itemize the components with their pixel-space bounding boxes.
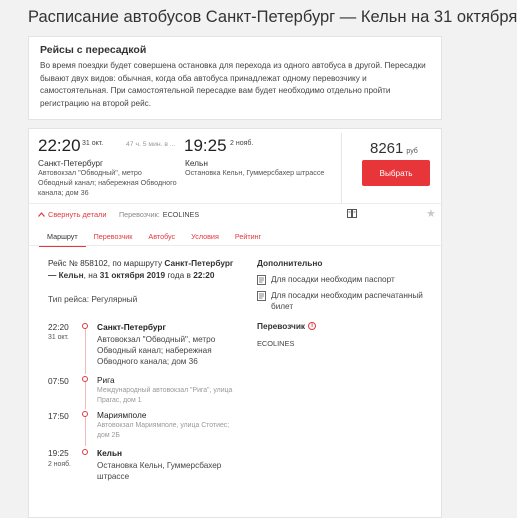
trip-desc-sep2: года в (165, 269, 194, 280)
departure-time: 22:20 (38, 136, 81, 155)
route-stop-city: Рига (97, 375, 115, 385)
route-stop-city: Санкт-Петербург (97, 322, 166, 332)
tab-rating[interactable]: Рейтинг (234, 232, 262, 241)
tab-conditions[interactable]: Условия (191, 232, 219, 241)
trip-type: Тип рейса: Регулярный (48, 294, 138, 304)
chevron-up-icon (38, 212, 45, 217)
route-line (85, 381, 86, 409)
route-stop-address: Остановка Кельн, Гуммерсбахер штрассе (97, 461, 222, 481)
transfer-info-text: Во время поездки будет совершена остановка для перехода из одного автобуса в другой. Пересадки бывают двух видов: обычная, когда оба автобуса принадлежат одному перевозчику и самостоятельная. При самостоятельной пересадке вам будет необходимо отдельно пройти регистрацию на второй рейс. (40, 61, 426, 108)
carrier-summary-value: ECOLINES (162, 210, 200, 219)
route-stop-time: 07:50 (48, 376, 69, 386)
card-divider (29, 203, 443, 204)
route-stop-date: 2 нояб. (48, 461, 71, 468)
transfer-info-box (28, 36, 442, 120)
departure-date: 31 окт. (82, 140, 104, 147)
trip-price (370, 140, 418, 157)
route-stop-time: 17:50 (48, 411, 69, 421)
book-icon[interactable] (347, 209, 357, 218)
collapse-details-link[interactable] (38, 210, 107, 219)
favorite-star-icon[interactable]: ★ (426, 208, 436, 220)
collapse-details-label: Свернуть детали (48, 210, 107, 219)
arrival-date: 2 нояб. (230, 140, 254, 147)
departure-stop: Автовокзал "Обводный", метро Обводный канал; набережная Обводного канала; дом 36 (38, 168, 177, 197)
carrier-summary-label: Перевозчик: (119, 210, 160, 219)
trip-description (48, 258, 238, 281)
carrier-summary (119, 210, 199, 219)
carrier-section-title (257, 321, 316, 331)
trip-number-text: Рейс № 858102, по маршруту (48, 258, 165, 268)
route-stop-address: Автовокзал "Обводный", метро Обводный канал; набережная Обводного канала; дом 36 (97, 335, 216, 366)
tab-carrier[interactable]: Перевозчик (93, 232, 133, 241)
route-stop-city: Мариямполе (97, 410, 147, 420)
carrier-name: ECOLINES (257, 339, 295, 348)
document-icon (257, 291, 266, 301)
trip-time-text: 22:20 (193, 269, 215, 280)
additional-item-text: Для посадки необходим паспорт (271, 275, 395, 284)
transfer-info-title: Рейсы с пересадкой (40, 44, 147, 56)
select-trip-button[interactable]: Выбрать (362, 160, 430, 186)
trip-duration: 47 ч. 5 мин. в ... (126, 141, 176, 148)
price-value: 8261 (370, 140, 404, 157)
route-line (85, 416, 86, 446)
page-title: Расписание автобусов Санкт-Петербург — Кельн на 31 октября (28, 8, 517, 26)
tab-bus[interactable]: Автобус (148, 232, 176, 241)
info-icon[interactable]: i (308, 322, 316, 330)
route-stop-address: Автовокзал Мариямполе, улица Стотиес; дом 2Б (97, 422, 230, 439)
carrier-section-label: Перевозчик (257, 321, 306, 331)
price-currency: руб (406, 148, 418, 155)
route-stop-time: 19:25 (48, 448, 69, 458)
route-stop-time: 22:20 (48, 322, 69, 332)
route-line (85, 328, 86, 374)
additional-item-text: Для посадки необходим распечатанный билет (271, 291, 423, 311)
price-divider (341, 133, 342, 203)
trip-date-text: 31 октября 2019 (99, 269, 166, 280)
trip-route-text: Санкт-Петербург — Кельн (48, 258, 234, 280)
additional-item (257, 290, 432, 312)
route-stop-dot (82, 411, 88, 417)
additional-title: Дополнительно (257, 258, 323, 268)
departure-city: Санкт-Петербург (38, 158, 104, 168)
arrival-city: Кельн (185, 158, 208, 168)
route-stop-city: Кельн (97, 448, 123, 458)
additional-item (257, 274, 432, 285)
tabs-divider (29, 245, 443, 246)
route-stop-dot (82, 323, 88, 329)
trip-desc-sep: , на (83, 269, 100, 280)
trip-card (28, 128, 442, 518)
document-icon (257, 275, 266, 285)
tab-route[interactable]: Маршрут (39, 232, 86, 247)
route-stop-address: Международный автовокзал "Рига", улица Прагас, дом 1 (97, 387, 233, 404)
route-stop-date: 31 окт. (48, 334, 69, 341)
route-stop-dot (82, 449, 88, 455)
arrival-stop: Остановка Кельн, Гуммерсбахер штрассе (185, 168, 325, 177)
arrival-time: 19:25 (184, 136, 227, 155)
route-stop-dot (82, 376, 88, 382)
